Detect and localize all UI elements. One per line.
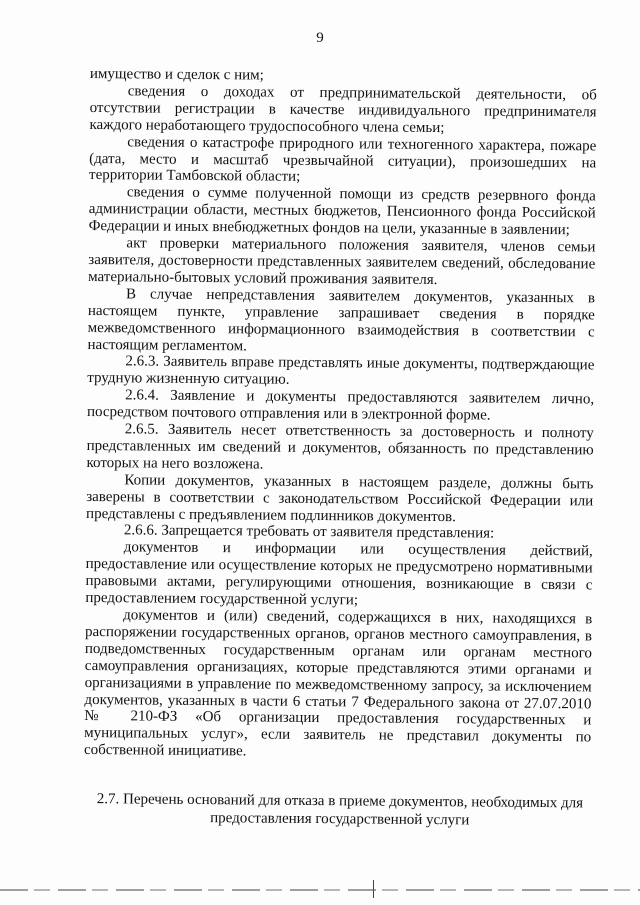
document-body [84, 66, 597, 764]
paragraph: 2.6.5. Заявитель несет ответственность за достоверность и полноту представленных им сведений и документов, обязанность по представлению которых на него возложена. [86, 421, 594, 473]
paragraph: сведения о доходах от предпринимательской деятельности, об отсутствии регистрации в качестве индивидуального предпринимателя каждого неработающего трудоспособного члена семьи; [89, 83, 597, 136]
paragraph: сведения о катастрофе природного или техногенного характера, пожаре (дата, место и масштаб чрезвычайной ситуации), произошедших на территории Тамбовской области; [88, 133, 597, 186]
scan-artifact [373, 880, 374, 898]
paragraph: 2.6.6. Запрещается требовать от заявителя представления: [123, 522, 495, 543]
scan-edge-line [0, 889, 640, 891]
paragraph: Копии документов, указанных в настоящем разделе, должны быть заверены в соответствии с законодательством Российской Федерации или представлены с предъявлением подлинников документов. [86, 472, 594, 525]
paragraph: документов и (или) сведений, содержащихся в них, находящихся в распоряжении государственных органов, органов местного самоуправления, в подведомственных государственным органам или органам местного самоуправления организациях, которые представляются этими органами и организациями в управление по межведомственному запросу, за исключением документов, указанных в части 6 статьи 7 Федерального закона от 27.07.2010 № 210-ФЗ «Об организации предоставления государственных и муниципальных услуг», если заявитель не представил документы по собственной инициативе. [83, 607, 593, 760]
page-number: 9 [316, 30, 324, 46]
paragraph: имущество и сделок с ним; [89, 66, 264, 84]
paragraph: акт проверки материального положения заявителя, членов семьи заявителя, достоверности представленных заявителем сведений, обследование материально-бытовых условий проживания заявителя. [88, 235, 596, 288]
paragraph: документов и информации или осуществления действий, предоставление или осуществление которых не предусмотрено нормативными правовыми актами, регулирующими отношения, возникающие в связи с предоставлением государственной услуги; [85, 539, 593, 609]
paragraph: 2.6.3. Заявитель вправе представлять иные документы, подтверждающие трудную жизненную ситуацию. [87, 353, 595, 389]
paragraph: 2.6.4. Заявление и документы предоставляются заявителем лично, посредством почтового отправления или в электронной форме. [86, 387, 595, 424]
paragraph: В случае непредставления заявителем документов, указанных в настоящем пункте, управление запрашивает сведения в порядке межведомственного информационного взаимодействия в соответствии с настоящим регламентом. [87, 286, 596, 354]
section-heading: 2.7. Перечень оснований для отказа в приеме документов, необходимых для предоставления государственной услуги [96, 791, 584, 829]
paragraph: сведения о сумме полученной помощи из средств резервного фонда администрации области, местных бюджетов, Пенсионного фонда Российской Федерации и иных внебюджетных фондов на цели, указанные в заявлении; [88, 184, 596, 239]
